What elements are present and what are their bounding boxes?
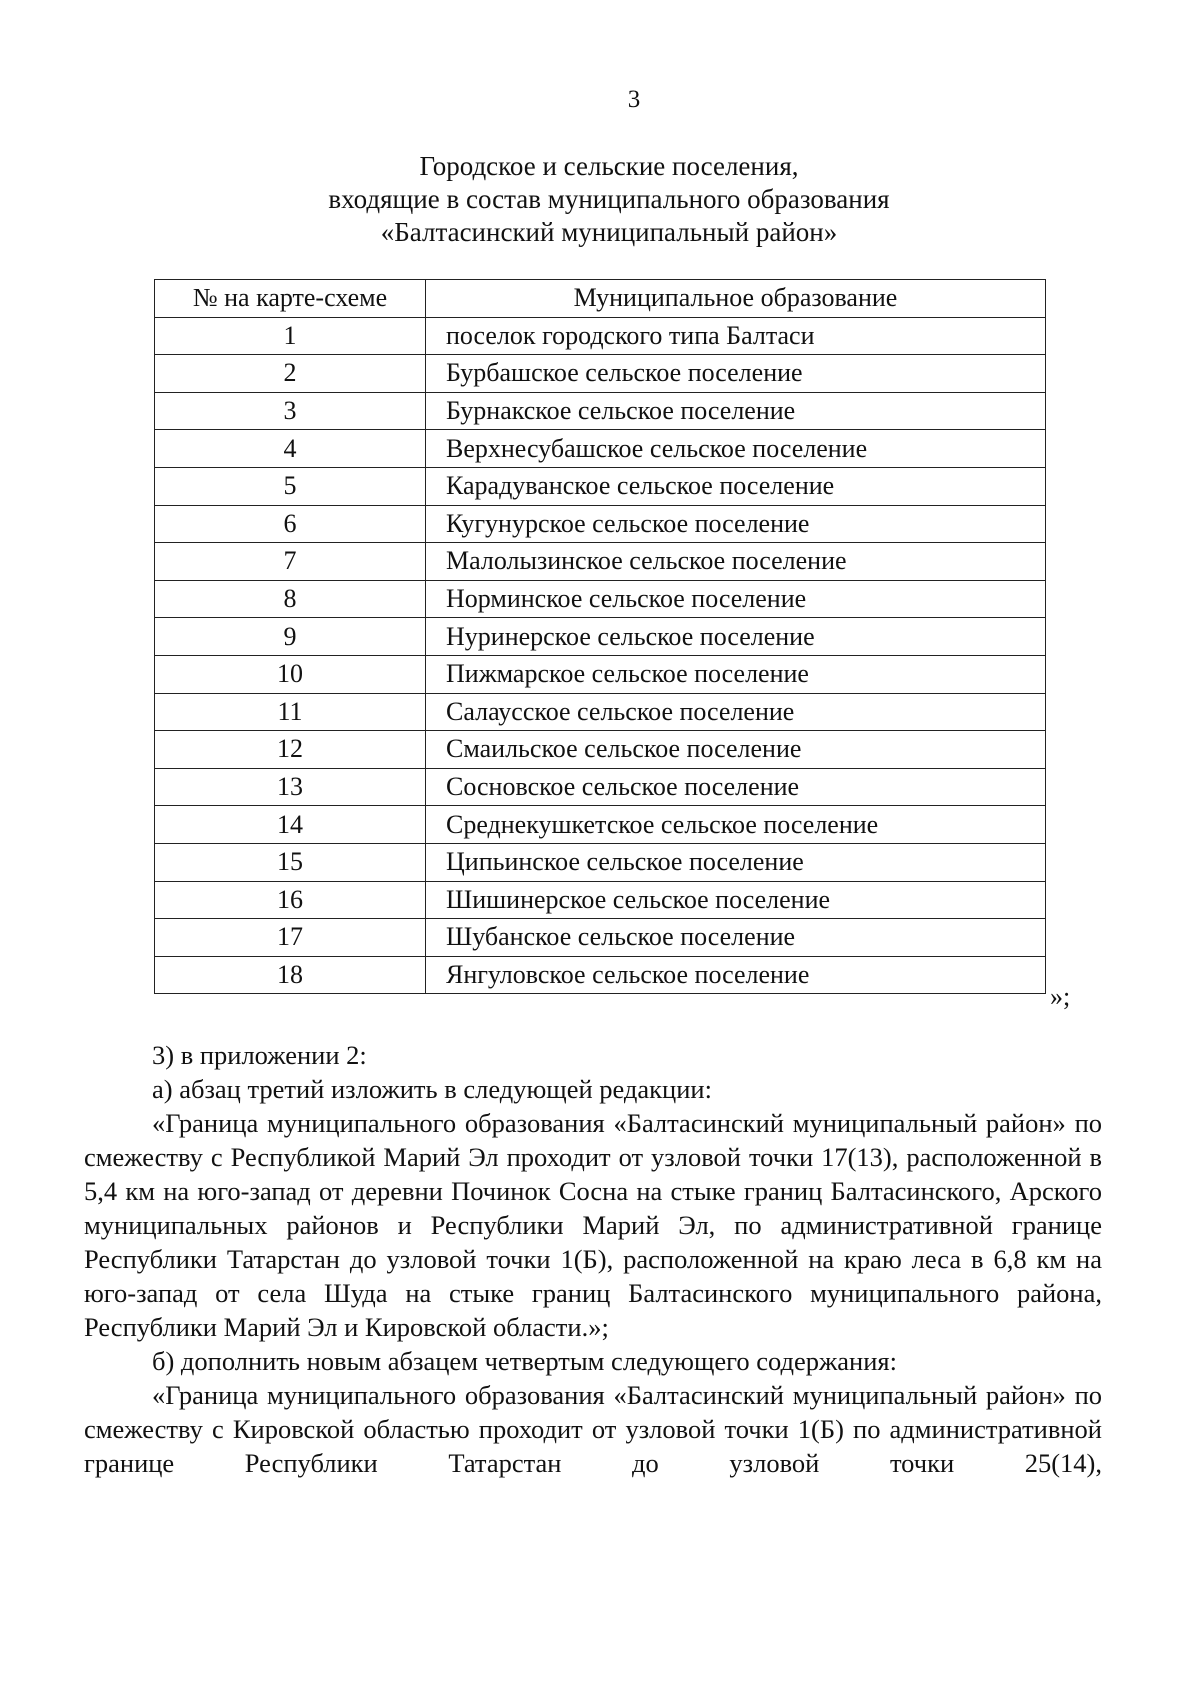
- header-map-number: № на карте-схеме: [155, 280, 426, 318]
- row-number: 1: [155, 317, 426, 355]
- row-name: Бурнакское сельское поселение: [426, 392, 1046, 430]
- table-row: [155, 731, 1046, 769]
- row-number: 3: [155, 392, 426, 430]
- table-row: [155, 430, 1046, 468]
- settlements-table: [154, 279, 1046, 994]
- table-row: [155, 543, 1046, 581]
- table-row: [155, 618, 1046, 656]
- row-number: 5: [155, 467, 426, 505]
- row-number: 15: [155, 843, 426, 881]
- row-name: Карадуванское сельское поселение: [426, 467, 1046, 505]
- table-header-row: [155, 280, 1046, 318]
- row-name: Ципьинское сельское поселение: [426, 843, 1046, 881]
- table-row: [155, 919, 1046, 957]
- title-line-3: «Балтасинский муниципальный район»: [380, 217, 838, 247]
- table-row: [155, 467, 1046, 505]
- table-row: [155, 580, 1046, 618]
- header-municipality: Муниципальное образование: [426, 280, 1046, 318]
- row-name: Малолызинское сельское поселение: [426, 543, 1046, 581]
- row-number: 12: [155, 731, 426, 769]
- table-row: [155, 806, 1046, 844]
- table-row: [155, 655, 1046, 693]
- paragraph-b: б) дополнить новым абзацем четвертым следующего содержания:: [152, 1346, 897, 1376]
- row-name: Сосновское сельское поселение: [426, 768, 1046, 806]
- page-number: 3: [627, 86, 641, 113]
- table-row: [155, 843, 1046, 881]
- row-number: 7: [155, 543, 426, 581]
- row-name: Пижмарское сельское поселение: [426, 655, 1046, 693]
- body-text: [84, 1038, 1102, 1480]
- table-row: [155, 392, 1046, 430]
- row-number: 9: [155, 618, 426, 656]
- table-row: [155, 768, 1046, 806]
- paragraph-appendix: 3) в приложении 2:: [152, 1040, 367, 1070]
- row-number: 4: [155, 430, 426, 468]
- row-name: Среднекушкетское сельское поселение: [426, 806, 1046, 844]
- row-number: 2: [155, 355, 426, 393]
- paragraph-border-marij-el: «Граница муниципального образования «Балтасинский муниципальный район» по смежеству с Республикой Марий Эл проходит от узловой точки 17(13), расположенной в 5,4 км на юго-запад от деревни Починок Сосна на стыке границ Балтасинского, Арского муниципальных районов и Республики Марий Эл, по административной границе Республики Татарстан до узловой точки 1(Б), расположенной на краю леса в 6,8 км на юго-запад от села Шуда на стыке границ Балтасинского муниципального района, Республики Марий Эл и Кировской области.»;: [84, 1108, 1102, 1342]
- row-number: 14: [155, 806, 426, 844]
- row-number: 6: [155, 505, 426, 543]
- row-name: Шишинерское сельское поселение: [426, 881, 1046, 919]
- row-name: Шубанское сельское поселение: [426, 919, 1046, 957]
- row-number: 10: [155, 655, 426, 693]
- table-closing-quote: »;: [1050, 982, 1071, 1011]
- table-row: [155, 693, 1046, 731]
- row-number: 11: [155, 693, 426, 731]
- paragraph-a: а) абзац третий изложить в следующей редакции:: [152, 1074, 712, 1104]
- row-number: 16: [155, 881, 426, 919]
- row-name: Верхнесубашское сельское поселение: [426, 430, 1046, 468]
- row-name: Салаусское сельское поселение: [426, 693, 1046, 731]
- row-name: Норминское сельское поселение: [426, 580, 1046, 618]
- title-line-1: Городское и сельские поселения,: [419, 151, 799, 181]
- row-number: 17: [155, 919, 426, 957]
- row-name: Кугунурское сельское поселение: [426, 505, 1046, 543]
- row-name: Янгуловское сельское поселение: [426, 956, 1046, 994]
- row-number: 18: [155, 956, 426, 994]
- row-name: поселок городского типа Балтаси: [426, 317, 1046, 355]
- row-name: Нуринерское сельское поселение: [426, 618, 1046, 656]
- row-name: Бурбашское сельское поселение: [426, 355, 1046, 393]
- document-title: [0, 150, 1200, 249]
- table-row: [155, 881, 1046, 919]
- row-name: Смаильское сельское поселение: [426, 731, 1046, 769]
- row-number: 8: [155, 580, 426, 618]
- title-line-2: входящие в состав муниципального образования: [328, 184, 890, 214]
- table-row: [155, 956, 1046, 994]
- table-row: [155, 505, 1046, 543]
- table-row: [155, 355, 1046, 393]
- table-row: [155, 317, 1046, 355]
- paragraph-border-kirov: «Граница муниципального образования «Балтасинский муниципальный район» по смежеству с Кировской областью проходит от узловой точки 1(Б) по административной границе Республики Татарстан до узловой точки 25(14),: [84, 1380, 1102, 1478]
- row-number: 13: [155, 768, 426, 806]
